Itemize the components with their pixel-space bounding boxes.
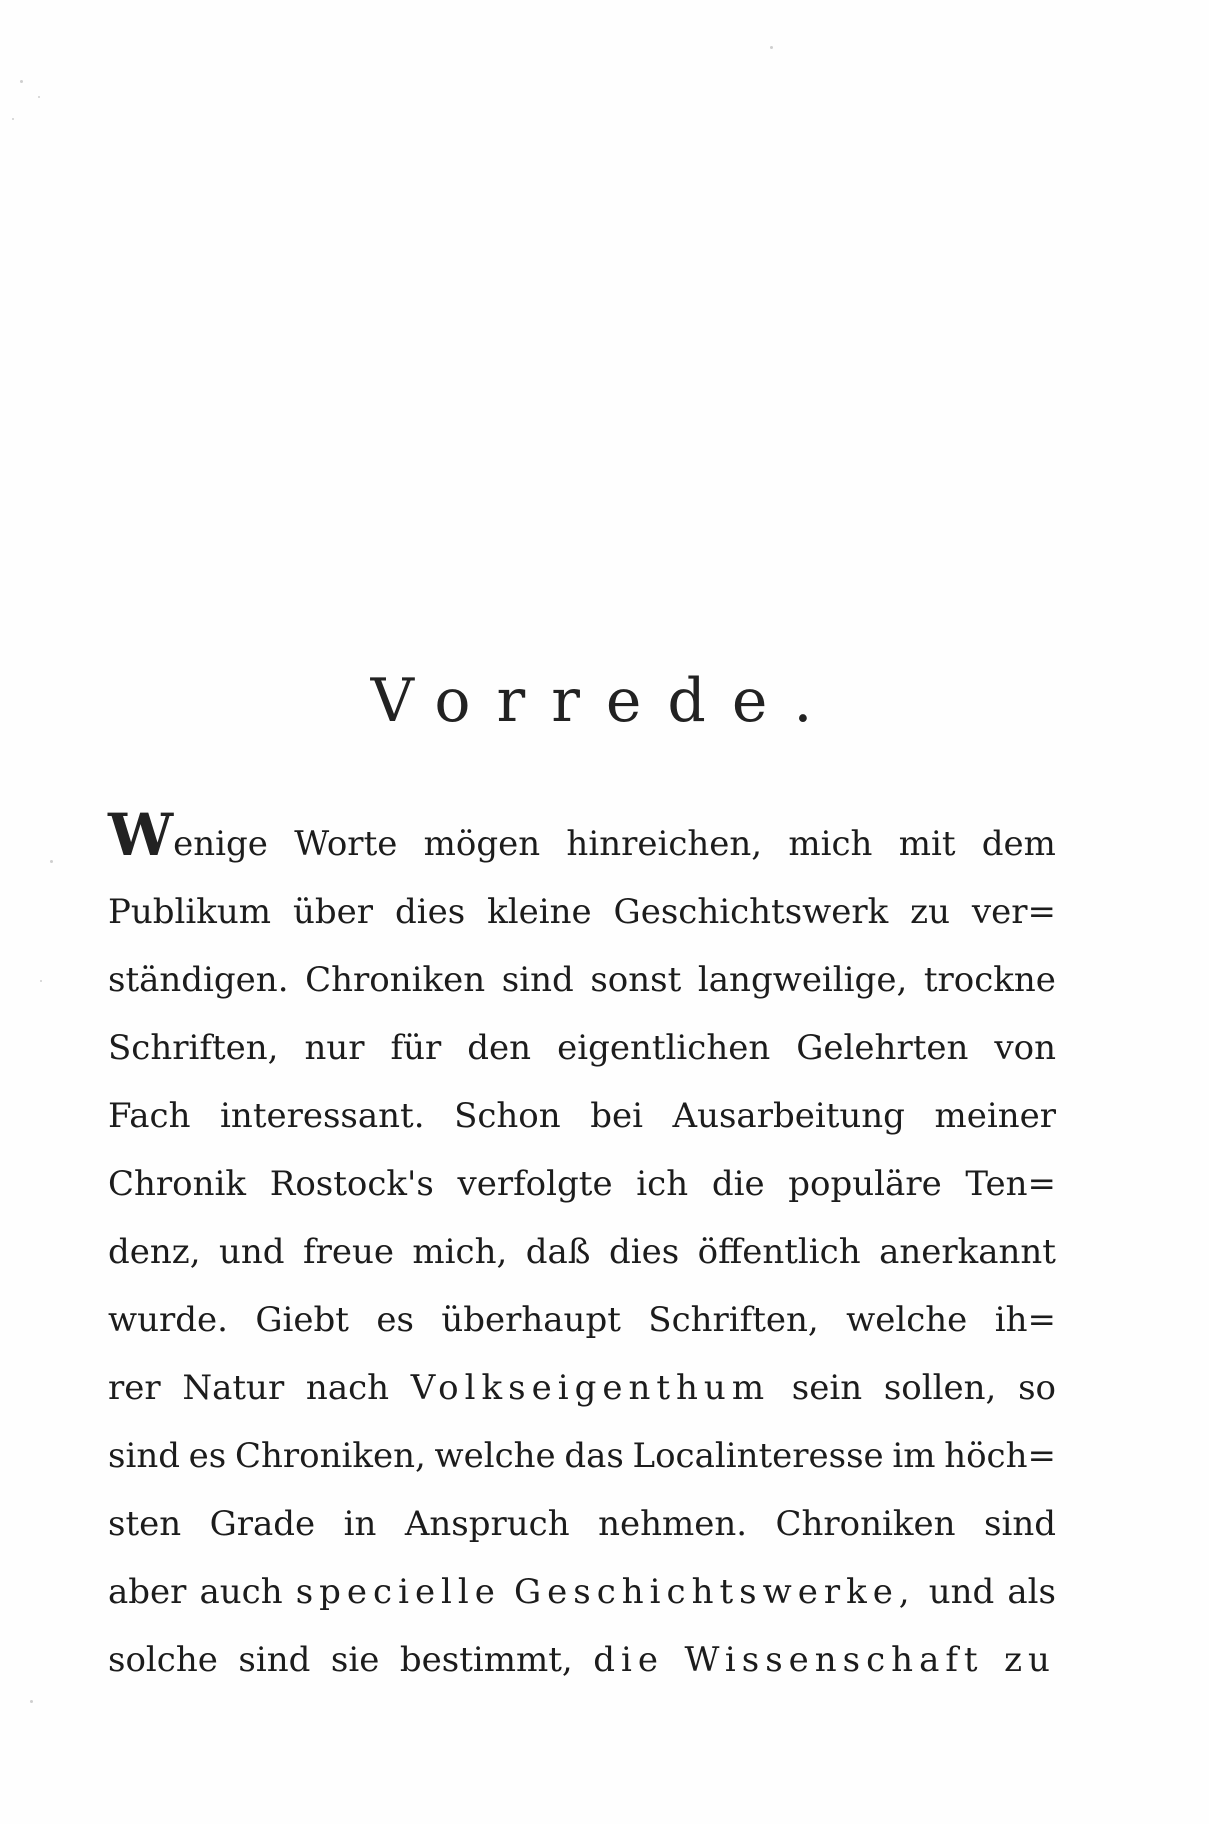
word: Fach: [108, 1096, 191, 1136]
word: sind: [238, 1640, 311, 1680]
word: öffentlich: [697, 1232, 861, 1272]
word: interessant.: [220, 1096, 425, 1136]
word: zu: [1004, 1640, 1056, 1680]
text-line: [108, 1014, 1056, 1082]
word: Publikum: [108, 892, 272, 932]
drop-capital: W: [108, 801, 174, 869]
word: trockne: [923, 960, 1056, 1000]
scan-speck: [40, 980, 42, 982]
word: Rostock's: [269, 1164, 434, 1204]
text-line: [108, 946, 1056, 1014]
word: sind: [984, 1504, 1056, 1544]
word: Chroniken: [305, 960, 486, 1000]
word: solche: [108, 1640, 218, 1680]
word: Geschichtswerke,: [514, 1572, 916, 1612]
word: in: [343, 1504, 377, 1544]
word: nach: [305, 1368, 390, 1408]
word: sollen,: [883, 1368, 997, 1408]
word: welche: [434, 1436, 556, 1476]
text-line: [108, 1286, 1056, 1354]
scan-speck: [30, 1700, 33, 1703]
word: mögen: [423, 824, 541, 864]
text-line: [108, 1354, 1056, 1422]
word: das: [564, 1436, 624, 1476]
text-line: [108, 1490, 1056, 1558]
word: Chroniken: [775, 1504, 956, 1544]
word: welche: [846, 1300, 968, 1340]
word: so: [1018, 1368, 1056, 1408]
word: dies: [394, 892, 466, 932]
first-word: [108, 801, 268, 878]
word: freue: [302, 1232, 394, 1272]
word: specielle: [295, 1572, 501, 1612]
word: denz,: [108, 1232, 201, 1272]
word: nehmen.: [598, 1504, 748, 1544]
word: anerkannt: [879, 1232, 1056, 1272]
word: sein: [791, 1368, 863, 1408]
word: als: [1007, 1572, 1056, 1612]
page-title: Vorrede.: [370, 666, 839, 736]
word: dem: [981, 824, 1056, 864]
word: es: [376, 1300, 414, 1340]
text-line: [108, 1150, 1056, 1218]
word: es: [188, 1436, 227, 1476]
word: sonst: [590, 960, 682, 1000]
word: sind: [108, 1436, 180, 1476]
word: Schon: [454, 1096, 561, 1136]
scan-speck: [770, 46, 773, 49]
word: Gelehrten: [796, 1028, 969, 1068]
word: Grade: [209, 1504, 316, 1544]
word: nur: [304, 1028, 365, 1068]
word: ich: [636, 1164, 689, 1204]
text-line: [108, 1082, 1056, 1150]
text-line: [108, 1422, 1056, 1490]
word: eigentlichen: [557, 1028, 771, 1068]
word: kleine: [487, 892, 592, 932]
word: sie: [330, 1640, 380, 1680]
text-line: [108, 1218, 1056, 1286]
word: dies: [608, 1232, 680, 1272]
scan-speck: [20, 80, 23, 83]
word: sten: [108, 1504, 182, 1544]
word: von: [994, 1028, 1056, 1068]
word: Geschichtswerk: [613, 892, 889, 932]
word: sind: [501, 960, 574, 1000]
word: verfolgte: [457, 1164, 613, 1204]
word: ih=: [994, 1300, 1056, 1340]
word: Volkseigenthum: [410, 1368, 771, 1408]
word: meiner: [934, 1096, 1056, 1136]
word: wurde.: [108, 1300, 228, 1340]
word: Worte: [294, 824, 398, 864]
word: Anspruch: [404, 1504, 570, 1544]
word: hinreichen,: [566, 824, 763, 864]
word: Natur: [182, 1368, 285, 1408]
word: Localinteresse: [632, 1436, 884, 1476]
text-line: [108, 801, 1056, 878]
word: Ausarbeitung: [672, 1096, 905, 1136]
word: Ten=: [965, 1164, 1056, 1204]
scan-speck: [12, 118, 14, 120]
word: Chronik: [108, 1164, 247, 1204]
word: Schriften,: [108, 1028, 279, 1068]
word: enige: [173, 824, 268, 864]
word: die: [711, 1164, 765, 1204]
text-line: [108, 1626, 1056, 1694]
word: über: [292, 892, 374, 932]
text-line: [108, 878, 1056, 946]
word: ver=: [971, 892, 1056, 932]
word: populäre: [788, 1164, 942, 1204]
word: für: [390, 1028, 442, 1068]
word: auch: [199, 1572, 283, 1612]
word: Schriften,: [648, 1300, 819, 1340]
word: Chroniken,: [234, 1436, 426, 1476]
word: aber: [108, 1572, 187, 1612]
word: langweilige,: [697, 960, 908, 1000]
word: mich,: [412, 1232, 508, 1272]
text-line: [108, 1558, 1056, 1626]
body-paragraph: [108, 801, 1056, 1694]
word: den: [467, 1028, 532, 1068]
word: bei: [590, 1096, 643, 1136]
word: Giebt: [255, 1300, 349, 1340]
word: daß: [525, 1232, 591, 1272]
word: im: [892, 1436, 936, 1476]
word: überhaupt: [441, 1300, 621, 1340]
word: höch=: [944, 1436, 1056, 1476]
word: die: [593, 1640, 665, 1680]
word: mich: [788, 824, 873, 864]
word: bestimmt,: [399, 1640, 573, 1680]
scan-speck: [38, 96, 40, 98]
word: ständigen.: [108, 960, 289, 1000]
word: und: [218, 1232, 285, 1272]
word: mit: [898, 824, 956, 864]
word: Wissenschaft: [684, 1640, 984, 1680]
word: rer: [108, 1368, 161, 1408]
scan-speck: [50, 860, 53, 863]
word: zu: [910, 892, 950, 932]
word: und: [928, 1572, 995, 1612]
